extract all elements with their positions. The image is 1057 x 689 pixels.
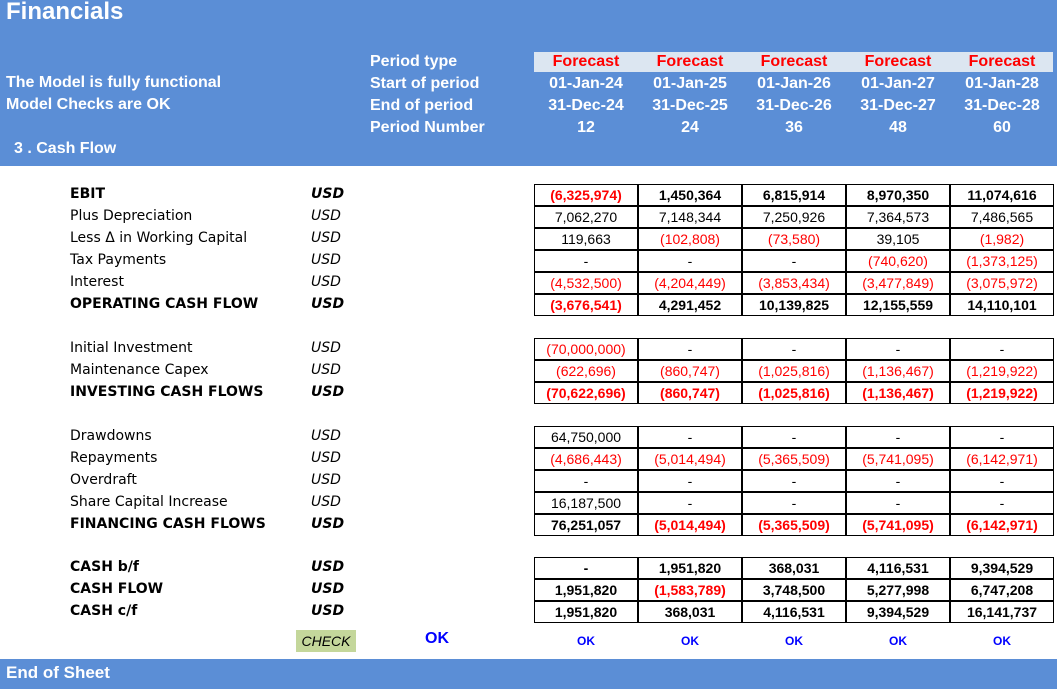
row-unit: USD — [311, 340, 341, 356]
value-cell[interactable]: - — [534, 557, 638, 579]
value-cell[interactable]: 1,951,820 — [638, 557, 742, 579]
value-cell[interactable]: 7,364,573 — [846, 206, 950, 228]
value-cell[interactable]: (3,477,849) — [846, 272, 950, 294]
value-cell[interactable]: - — [742, 426, 846, 448]
value-cell[interactable]: - — [846, 492, 950, 514]
value-cell[interactable]: (860,747) — [638, 360, 742, 382]
value-cell[interactable]: (860,747) — [638, 382, 742, 404]
value-cell[interactable]: - — [534, 250, 638, 272]
value-cell[interactable]: 3,748,500 — [742, 579, 846, 601]
value-cell[interactable]: 368,031 — [742, 557, 846, 579]
row-label: Maintenance Capex — [70, 362, 209, 378]
value-cell[interactable]: 1,450,364 — [638, 184, 742, 206]
value-cell[interactable]: 6,747,208 — [950, 579, 1054, 601]
row-unit: USD — [311, 494, 341, 510]
start-date-cell: 01-Jan-25 — [653, 75, 727, 92]
value-cell[interactable]: (4,686,443) — [534, 448, 638, 470]
value-cell[interactable]: 119,663 — [534, 228, 638, 250]
period-check-status: OK — [993, 634, 1011, 648]
row-unit: USD — [311, 603, 345, 619]
value-cell[interactable]: (3,853,434) — [742, 272, 846, 294]
value-cell[interactable]: (1,219,922) — [950, 360, 1054, 382]
value-cell[interactable]: (4,204,449) — [638, 272, 742, 294]
value-cell[interactable]: (5,014,494) — [638, 514, 742, 536]
row-label: INVESTING CASH FLOWS — [70, 384, 264, 400]
start-date-cell: 01-Jan-26 — [757, 75, 831, 92]
value-cell[interactable]: (1,373,125) — [950, 250, 1054, 272]
value-cell[interactable]: (3,676,541) — [534, 294, 638, 316]
sheet-title: Financials — [6, 0, 124, 25]
value-cell[interactable]: (1,583,789) — [638, 579, 742, 601]
row-label: Interest — [70, 274, 124, 290]
value-cell[interactable]: - — [950, 470, 1054, 492]
value-cell[interactable]: - — [638, 426, 742, 448]
end-of-sheet-label: End of Sheet — [6, 663, 110, 682]
row-unit: USD — [311, 428, 341, 444]
value-cell[interactable]: 14,110,101 — [950, 294, 1054, 316]
row-unit: USD — [311, 362, 341, 378]
value-cell[interactable]: (1,136,467) — [846, 382, 950, 404]
value-cell[interactable]: - — [950, 338, 1054, 360]
row-label: Repayments — [70, 450, 158, 466]
period-type-cell: Forecast — [760, 53, 828, 70]
row-unit: USD — [311, 230, 341, 246]
value-cell[interactable]: 7,062,270 — [534, 206, 638, 228]
overall-check-status: OK — [425, 630, 449, 647]
value-cell[interactable]: (6,325,974) — [534, 184, 638, 206]
period-type-cell: Forecast — [864, 53, 932, 70]
value-cell[interactable]: 16,187,500 — [534, 492, 638, 514]
period-check-status: OK — [785, 634, 803, 648]
value-cell[interactable]: - — [534, 470, 638, 492]
row-label: Plus Depreciation — [70, 208, 193, 224]
end-date-cell: 31-Dec-24 — [548, 97, 624, 114]
value-cell[interactable]: 1,951,820 — [534, 601, 638, 623]
row-unit: USD — [311, 516, 345, 532]
value-cell[interactable]: - — [846, 338, 950, 360]
row-label: Share Capital Increase — [70, 494, 228, 510]
value-cell[interactable]: (5,365,509) — [742, 448, 846, 470]
value-cell[interactable]: (102,808) — [638, 228, 742, 250]
sheet-footer — [0, 659, 1057, 689]
row-unit: USD — [311, 450, 341, 466]
row-unit: USD — [311, 186, 345, 202]
value-cell[interactable]: - — [742, 492, 846, 514]
row-label: CASH FLOW — [70, 581, 164, 597]
end-date-cell: 31-Dec-25 — [652, 97, 728, 114]
value-cell[interactable]: (1,219,922) — [950, 382, 1054, 404]
period-number-label: Period Number — [370, 119, 485, 136]
period-type-cell: Forecast — [656, 53, 724, 70]
value-cell[interactable]: 11,074,616 — [950, 184, 1054, 206]
row-label: FINANCING CASH FLOWS — [70, 516, 266, 532]
row-label: Less Δ in Working Capital — [70, 230, 248, 246]
row-unit: USD — [311, 208, 341, 224]
value-cell[interactable]: 6,815,914 — [742, 184, 846, 206]
period-check-status: OK — [577, 634, 595, 648]
row-label: Initial Investment — [70, 340, 193, 356]
end-of-period-label: End of period — [370, 97, 474, 114]
row-unit: USD — [311, 296, 345, 312]
end-date-cell: 31-Dec-28 — [964, 97, 1040, 114]
value-cell[interactable]: (5,741,095) — [846, 514, 950, 536]
model-status-line: The Model is fully functional — [6, 74, 222, 91]
period-number-cell: 24 — [681, 119, 699, 136]
value-cell[interactable]: (1,136,467) — [846, 360, 950, 382]
value-cell[interactable]: 10,139,825 — [742, 294, 846, 316]
value-cell[interactable]: (1,025,816) — [742, 360, 846, 382]
start-of-period-label: Start of period — [370, 75, 480, 92]
value-cell[interactable]: - — [742, 250, 846, 272]
value-cell[interactable]: - — [950, 492, 1054, 514]
row-label: Overdraft — [70, 472, 137, 488]
value-cell[interactable]: (1,982) — [950, 228, 1054, 250]
value-cell[interactable]: - — [846, 470, 950, 492]
period-number-cell: 12 — [577, 119, 595, 136]
value-cell[interactable]: 4,116,531 — [846, 557, 950, 579]
row-label: OPERATING CASH FLOW — [70, 296, 259, 312]
value-cell[interactable]: (6,142,971) — [950, 448, 1054, 470]
row-unit: USD — [311, 384, 345, 400]
end-date-cell: 31-Dec-26 — [756, 97, 832, 114]
value-cell[interactable]: (1,025,816) — [742, 382, 846, 404]
value-cell[interactable]: (6,142,971) — [950, 514, 1054, 536]
value-cell[interactable]: (622,696) — [534, 360, 638, 382]
value-cell[interactable]: - — [638, 492, 742, 514]
value-cell[interactable]: 8,970,350 — [846, 184, 950, 206]
value-cell[interactable]: 1,951,820 — [534, 579, 638, 601]
period-type-cell: Forecast — [552, 53, 620, 70]
period-number-cell: 60 — [993, 119, 1011, 136]
value-cell[interactable]: 7,250,926 — [742, 206, 846, 228]
value-cell[interactable]: 12,155,559 — [846, 294, 950, 316]
value-cell[interactable]: 76,251,057 — [534, 514, 638, 536]
value-cell[interactable]: 4,116,531 — [742, 601, 846, 623]
value-cell[interactable]: (73,580) — [742, 228, 846, 250]
period-check-status: OK — [889, 634, 907, 648]
row-label: EBIT — [70, 186, 105, 202]
value-cell[interactable]: (70,622,696) — [534, 382, 638, 404]
value-cell[interactable]: 64,750,000 — [534, 426, 638, 448]
value-cell[interactable]: (5,365,509) — [742, 514, 846, 536]
value-cell[interactable]: - — [638, 338, 742, 360]
value-cell[interactable]: - — [742, 470, 846, 492]
value-cell[interactable]: (5,014,494) — [638, 448, 742, 470]
row-unit: USD — [311, 559, 345, 575]
end-date-cell: 31-Dec-27 — [860, 97, 936, 114]
value-cell[interactable]: - — [638, 250, 742, 272]
row-label: Tax Payments — [70, 252, 167, 268]
value-cell[interactable]: - — [846, 426, 950, 448]
period-check-status: OK — [681, 634, 699, 648]
value-cell[interactable]: 39,105 — [846, 228, 950, 250]
period-number-cell: 36 — [785, 119, 803, 136]
start-date-cell: 01-Jan-28 — [965, 75, 1039, 92]
row-unit: USD — [311, 252, 341, 268]
row-unit: USD — [311, 581, 345, 597]
value-cell[interactable]: (5,741,095) — [846, 448, 950, 470]
row-unit: USD — [311, 472, 341, 488]
value-cell[interactable]: 9,394,529 — [846, 601, 950, 623]
value-cell[interactable]: 7,148,344 — [638, 206, 742, 228]
value-cell[interactable]: 9,394,529 — [950, 557, 1054, 579]
section-title: 3 . Cash Flow — [14, 140, 117, 157]
value-cell[interactable]: (70,000,000) — [534, 338, 638, 360]
value-cell[interactable]: - — [950, 426, 1054, 448]
period-type-cell: Forecast — [968, 53, 1036, 70]
value-cell[interactable]: - — [742, 338, 846, 360]
value-cell[interactable]: - — [638, 470, 742, 492]
start-date-cell: 01-Jan-27 — [861, 75, 935, 92]
value-cell[interactable]: (3,075,972) — [950, 272, 1054, 294]
value-cell[interactable]: (4,532,500) — [534, 272, 638, 294]
start-date-cell: 01-Jan-24 — [549, 75, 623, 92]
value-cell[interactable]: 368,031 — [638, 601, 742, 623]
value-cell[interactable]: 7,486,565 — [950, 206, 1054, 228]
sheet-header — [0, 0, 1057, 166]
check-button[interactable]: CHECK — [296, 630, 356, 652]
model-checks-line: Model Checks are OK — [6, 96, 171, 113]
row-label: CASH c/f — [70, 603, 138, 619]
period-number-cell: 48 — [889, 119, 907, 136]
row-label: CASH b/f — [70, 559, 140, 575]
value-cell[interactable]: 16,141,737 — [950, 601, 1054, 623]
value-cell[interactable]: 4,291,452 — [638, 294, 742, 316]
value-cell[interactable]: (740,620) — [846, 250, 950, 272]
row-label: Drawdowns — [70, 428, 152, 444]
period-type-label: Period type — [370, 53, 458, 70]
row-unit: USD — [311, 274, 341, 290]
value-cell[interactable]: 5,277,998 — [846, 579, 950, 601]
